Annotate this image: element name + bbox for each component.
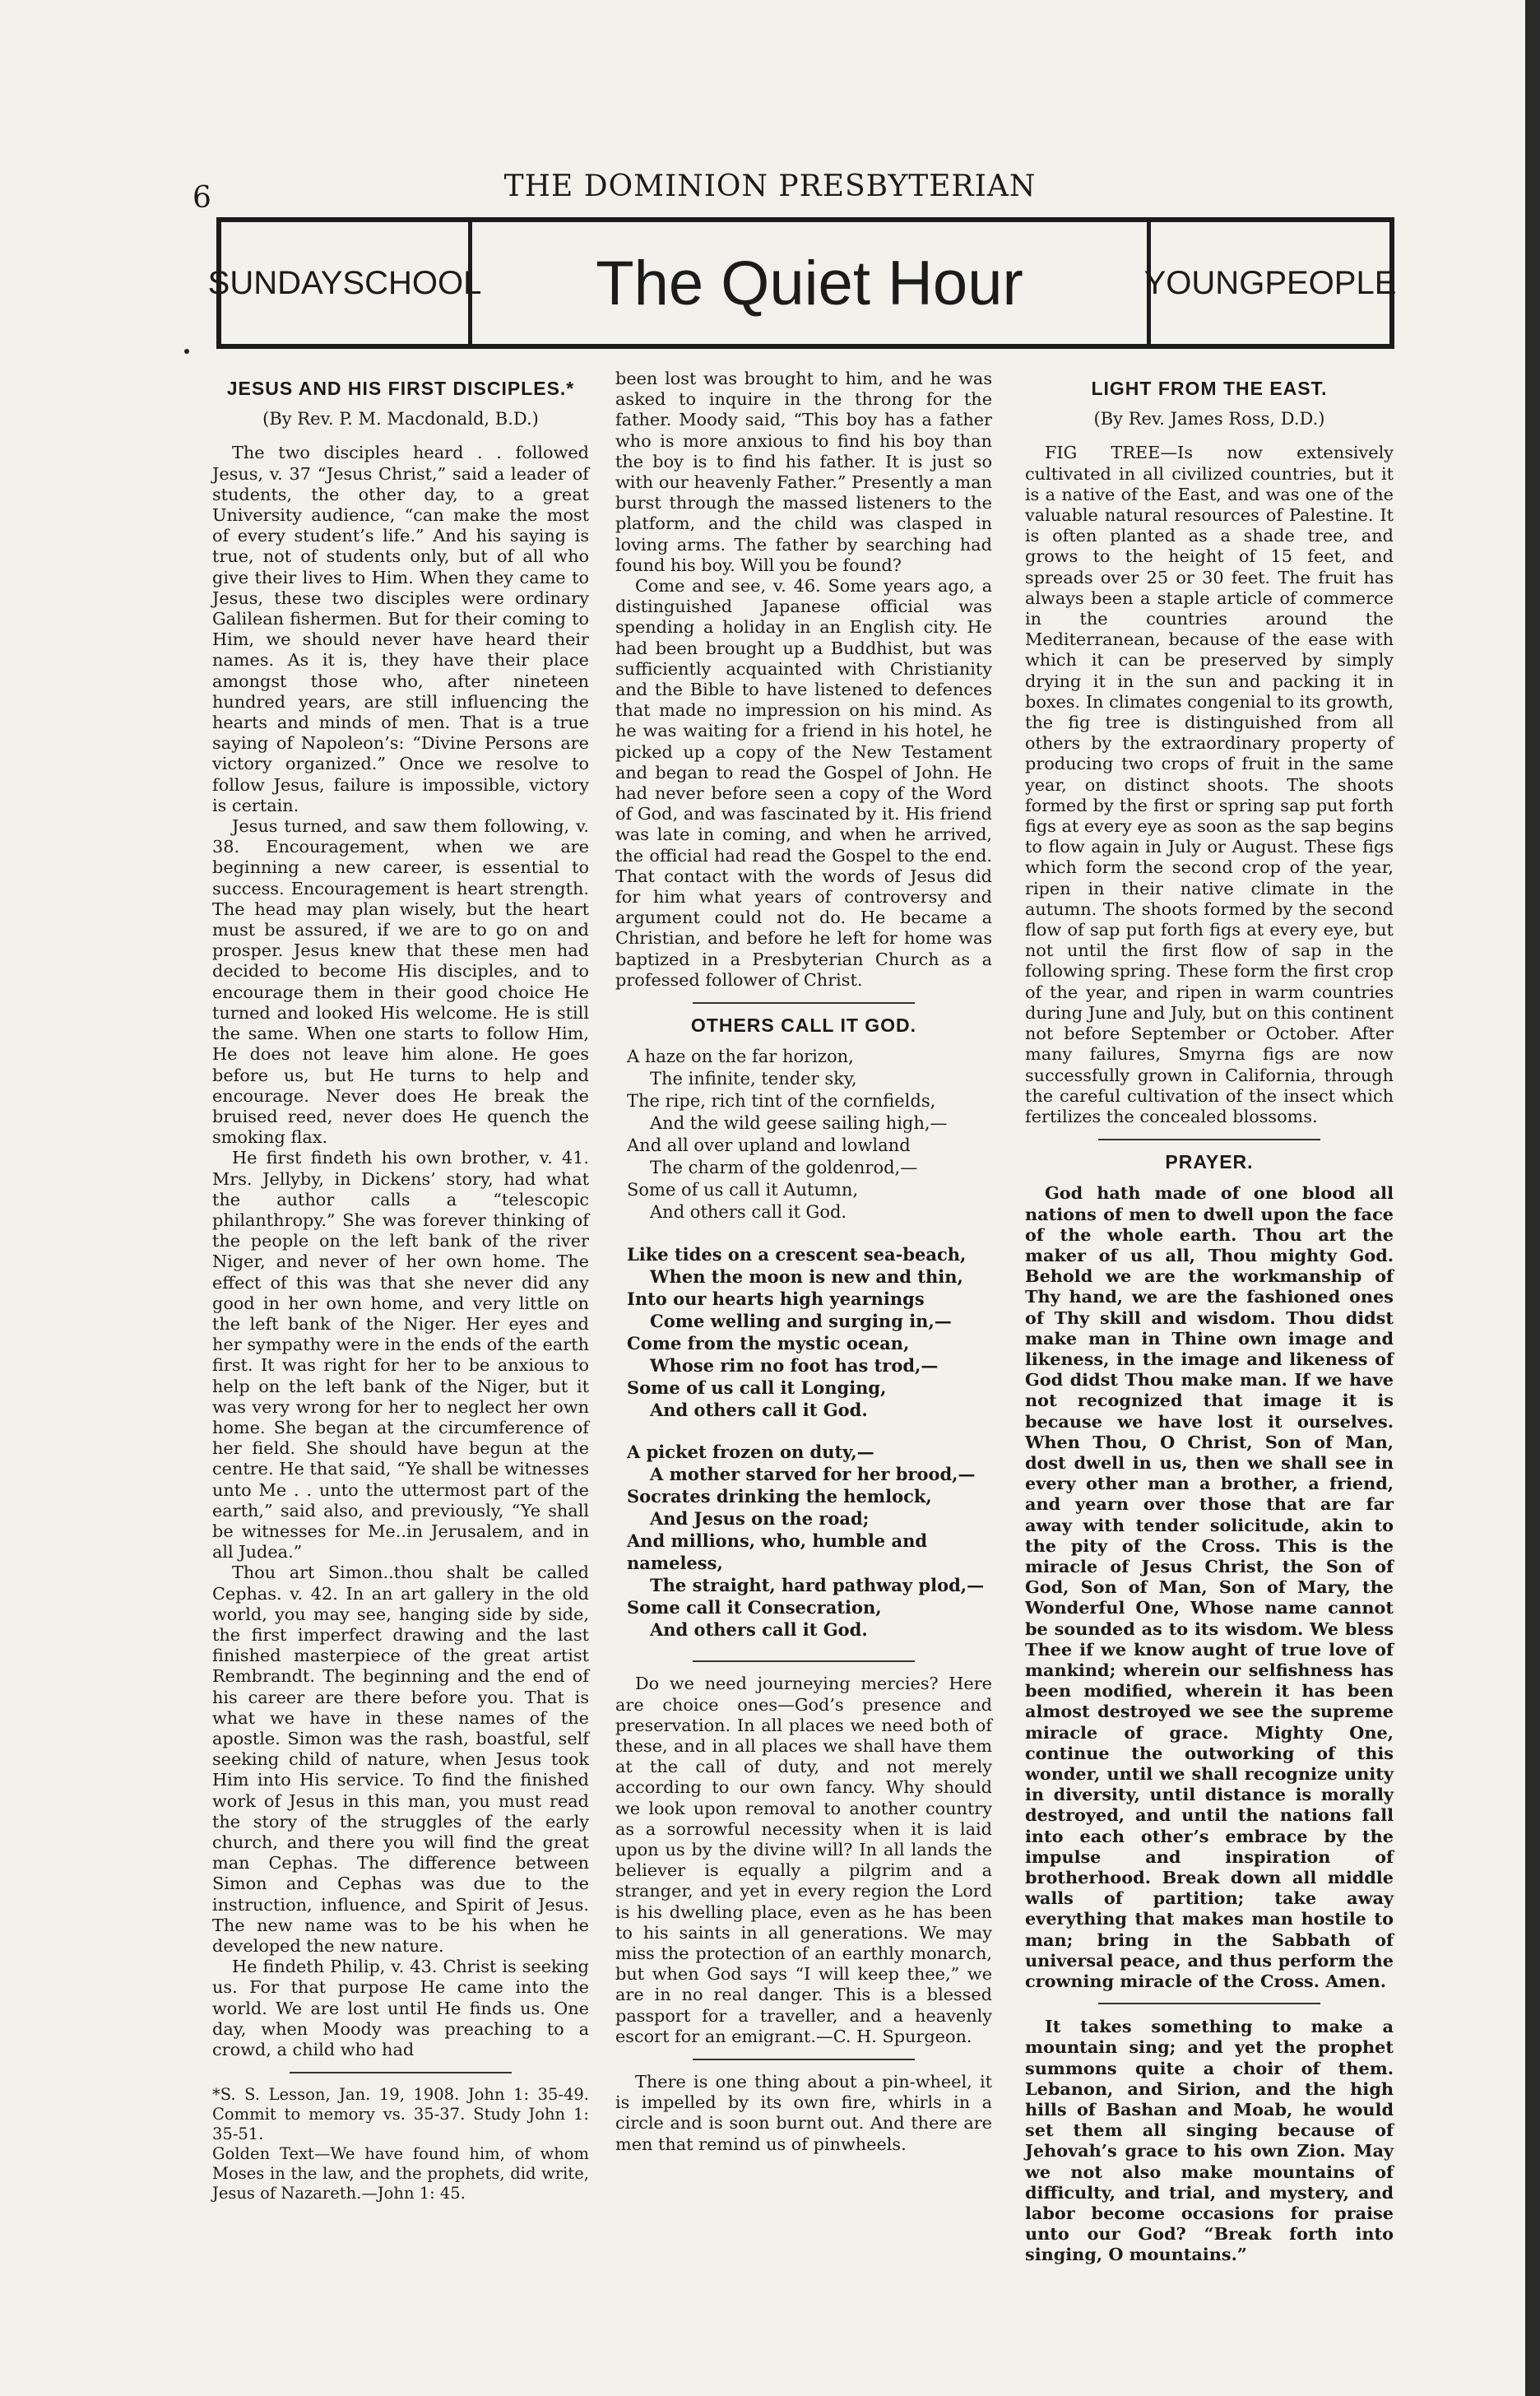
- poem-line: When the moon is new and thin,: [650, 1266, 963, 1288]
- footnote-lesson: *S. S. Lesson, Jan. 19, 1908. John 1: 35-49. Commit to memory vs. 35-37. Study John 1: 35-51.: [212, 2085, 589, 2144]
- poem-line: And others call it God.: [650, 1619, 868, 1641]
- article-byline: (By Rev. James Ross, D.D.): [1093, 409, 1325, 430]
- footnote: [212, 2085, 589, 2203]
- divider: [693, 1002, 915, 1004]
- prayer-heading: PRAYER.: [1165, 1151, 1254, 1173]
- poem-line: A haze on the far horizon,: [627, 1047, 854, 1067]
- banner-right-line-2: PEOPLE: [1264, 265, 1397, 301]
- poem-stanza: [627, 1243, 992, 1421]
- poem-line: The charm of the goldenrod,—: [650, 1158, 918, 1178]
- prayer-block: [1025, 1182, 1394, 1991]
- section-banner: [207, 217, 1397, 349]
- poem-line: The ripe, rich tint of the cornfields,: [627, 1091, 936, 1112]
- divider: [693, 1660, 915, 1662]
- prayer-paragraph: God hath made of one blood all nations of men to dwell upon the face of the whole earth. Thou art the maker of us all, Thou mighty God. Behold we are the workmanship of Thy hand, we are the fashioned ones of Thy skill and wisdom. Thou didst make man in Thine own image and likeness, in the image and likeness of God didst Thou make man. If we have not recognized that image it is because we have lost it ourselves. When Thou, O Christ, Son of Man, dost dwell in us, then we shall see in every other man a brother, a friend, and yearn over those that are far away with tender solicitude, akin to the pity of the Cross. This is the miracle of Jesus Christ, the Son of God, Son of Man, Son of Mary, the Wonderful One, Whose name cannot be sounded as to its wisdom. We bless Thee if we know aught of true love of mankind; wherein our selfishness has been modified, wherein it has been almost destroyed we see the supreme miracle of grace. Mighty One, continue the outworking of this wonder, until we shall recognize unity in diversity, until distance is morally destroyed, and until the nations fall into each other’s embrace by the impulse and inspiration of brotherhood. Break down all middle walls of partition; take away everything that makes man hostile to man; bring in the Sabbath of universal peace, and thus perform the crowning miracle of the Cross. Amen.: [1025, 1182, 1394, 1992]
- column-3: [1025, 369, 1394, 2265]
- poem-line: Some of us call it Autumn,: [627, 1180, 859, 1200]
- article-byline: (By Rev. P. M. Macdonald, B.D.): [262, 409, 539, 430]
- divider: [1098, 1139, 1320, 1140]
- poem-line: Some call it Consecration,: [627, 1597, 882, 1618]
- poem-line: The infinite, tender sky,: [650, 1069, 857, 1089]
- column-1: [212, 369, 589, 2203]
- poem-line: Into our hearts high yearnings: [627, 1289, 925, 1310]
- poem-line: Whose rim no foot has trod,—: [650, 1355, 939, 1377]
- divider: [693, 2059, 915, 2060]
- divider: [1098, 2003, 1320, 2004]
- paragraph: Come and see, v. 46. Some years ago, a distinguished Japanese official was spending a holiday in an English city. He had been brought up a Buddhist, but was sufficiently acquainted with Christianity and the Bible to have listened to defences that made no impression on his mind. As he was waiting for a friend in his hotel, he picked up a copy of the New Testament and began to read the Gospel of John. He had never before seen a copy of the Word of God, and was fascinated by it. His friend was late in coming, and when he arrived, the official had read the Gospel to the end. That contact with the words of Jesus did for him what years of controversy and argument could not do. He became a Christian, and before he left for home was baptized in a Presbyterian Church as a professed follower of Christ.: [615, 576, 992, 990]
- pinwheel-paragraph: There is one thing about a pin-wheel, it is impelled by its own fire, whirls in a circle and is soon burnt out. And there are men that remind us of pinwheels.: [615, 2071, 992, 2154]
- poem-line: Socrates drinking the hemlock,: [627, 1486, 932, 1507]
- spurgeon-paragraph: Do we need journeying mercies? Here are choice ones—God’s presence and preservation. In all places we need both of these, and in all places we shall have them at the call of duty, and not merely according to our own fancy. Why should we look upon removal to another country as a sorrowful necessity when it is laid upon us by the divine will? In all lands the believer is equally a pilgrim and a stranger, and yet in every region the Lord is his dwelling place, even as he has been to his saints in all generations. We may miss the protection of an earthly monarch, but when God says “I will keep thee,” we are in no real danger. This is a blessed passport for a traveller, and a heavenly escort for an emigrant.—C. H. Spurgeon.: [615, 1674, 992, 2046]
- poem-line: A picket frozen on duty,—: [627, 1442, 874, 1463]
- poem-line: Some of us call it Longing,: [627, 1377, 887, 1399]
- banner-right: [1143, 222, 1397, 344]
- page-number: 6: [192, 181, 211, 215]
- mountain-paragraph: It takes something to make a mountain sing; and yet the prophet summons quite a choir of them. Lebanon, and Sirion, and the high hills of Bashan and Moab, he would set them all singing because of Jehovah’s grace to his own Zion. May we not also make mountains of difficulty, and trial, and mystery, and labor become occasions for praise unto our God? “Break forth into singing, O mountains.”: [1025, 2016, 1394, 2265]
- poem-heading: OTHERS CALL IT GOD.: [690, 1015, 917, 1037]
- running-head: THE DOMINION PRESBYTERIAN: [503, 169, 1037, 203]
- paragraph: been lost was brought to him, and he was asked to inquire in the throng for the father. Moody said, “This boy has a father who is more anxious to find his boy than the boy is to find his father. It is just so with our heavenly Father.” Presently a man burst through the massed listeners to the platform, and the child was clasped in loving arms. The father by searching had found his boy. Will you be found?: [615, 369, 992, 575]
- footnote-golden-text: Golden Text—We have found him, of whom Moses in the law, and the prophets, did write, Jesus of Nazareth.—John 1: 45.: [212, 2144, 589, 2203]
- fig-tree-paragraph: FIG TREE—Is now extensively cultivated in all civilized countries, but it is a native of the East, and was one of the valuable natural resources of Palestine. It is often planted as a shade tree, and grows to the height of 15 feet, and spreads over 25 or 30 feet. The fruit has always been a staple article of commerce in the countries around the Mediterranean, because of the ease with which it can be preserved by simply drying it in the sun and packing it in boxes. In climates congenial to its growth, the fig tree is distinguished from all others by the extraordinary property of producing two crops of fruit in the same year, on distinct shoots. The shoots formed by the first or spring sap put forth figs at every eye as soon as the sap begins to flow again in July or August. These figs which form the second crop of the year, ripen in their native climate in the autumn. The shoots formed by the second flow of sap put forth figs at every eye, but not until the first flow of sap in the following spring. These form the first crop of the year, and ripen in warm countries during June and July, but on this continent not before September or October. After many failures, Smyrna figs are now successfully grown in California, through the careful cultivation of the insect which fertilizes the concealed blossoms.: [1025, 443, 1394, 1126]
- banner-right-line-1: YOUNG: [1143, 265, 1265, 301]
- poem-line: A mother starved for her brood,—: [650, 1464, 976, 1485]
- banner-left-line-2: SCHOOL: [342, 265, 482, 301]
- banner-title: The Quiet Hour: [468, 222, 1151, 344]
- paragraph: Jesus turned, and saw them following, v. 38. Encouragement, when we are beginning a new career, is essential to success. Encouragement is heart strength. The head may plan wisely, but the heart must be assured, if we are to go on and prosper. Jesus knew that these men had decided to become His disciples, and to encourage them in their good choice He turned and looked His welcome. He is still the same. When one starts to follow Him, He does not leave him alone. He goes before us, but He turns to help and encourage. Never does He break the bruised reed, never does He quench the smoking flax.: [212, 816, 589, 1148]
- poem-line: Come welling and surging in,—: [650, 1311, 952, 1332]
- poem-line: Come from the mystic ocean,: [627, 1333, 910, 1354]
- paragraph: He first findeth his own brother, v. 41. Mrs. Jellyby, in Dickens’ story, had what the author calls a “telescopic philanthropy.” She was forever thinking of the people on the left bank of the river Niger, and never of her own home. The effect of this was that she never did any good in her own home, and very little on the left bank of the Niger. Her eyes and her sympathy were in the ends of the earth first. It was right for her to be anxious to help on the left bank of the Niger, but it was very wrong for her to neglect her own home. She began at the circumference of her field. She should have begun at the centre. He that said, “Ye shall be witnesses unto Me . . unto the uttermost part of the earth,” said also, and previously, “Ye shall be witnesses for Me..in Jerusalem, and in all Judea.”: [212, 1148, 589, 1563]
- poem-line: Like tides on a crescent sea-beach,: [627, 1244, 967, 1265]
- poem-line: And millions, who, humble and nameless,: [627, 1530, 928, 1574]
- poem-line: And others call it God.: [650, 1202, 847, 1223]
- paragraph: Thou art Simon..thou shalt be called Cephas. v. 42. In an art gallery in the old world, you may see, hanging side by side, the first imperfect drawing and the last finished masterpiece of the great artist Rembrandt. The beginning and the end of his career are there before you. That is what we have in these names of the apostle. Simon was the rash, boastful, self seeking child of nature, when Jesus took Him into His service. To find the finished work of Jesus in this man, you must read the story of the struggles of the early church, and there you will find the great man Cephas. The difference between Simon and Cephas was due to the instruction, influence, and Spirit of Jesus. The new name was to be his when he developed the new nature.: [212, 1563, 589, 1957]
- poem-line: The straight, hard pathway plod,—: [650, 1575, 985, 1596]
- poem-stanza: [627, 1046, 992, 1224]
- article-heading: LIGHT FROM THE EAST.: [1091, 378, 1328, 399]
- banner-left: [207, 222, 482, 344]
- banner-left-line-1: SUNDAY: [207, 265, 343, 301]
- poem-line: And Jesus on the road;: [650, 1508, 870, 1530]
- poem-line: And all over upland and lowland: [627, 1135, 911, 1156]
- scan-edge: [1525, 0, 1540, 2396]
- poem-line: And others call it God.: [650, 1400, 868, 1421]
- divider: [290, 2072, 512, 2073]
- poem: [615, 1046, 992, 1641]
- article-heading: JESUS AND HIS FIRST DISCIPLES.*: [226, 378, 575, 399]
- paragraph: The two disciples heard . . followed Jesus, v. 37 “Jesus Christ,” said a leader of students, the other day, to a great University audience, “can make the most of every student’s life.” And his saying is true, not of students only, but of all who give their lives to Him. When they came to Jesus, these two disciples were ordinary Galilean fishermen. But for their coming to Him, we should never have heard their names. As it is, they have their place amongst those who, after nineteen hundred years, are still influencing the hearts and minds of men. That is a true saying of Napoleon’s: “Divine Persons are victory organized.” Once we resolve to follow Jesus, failure is impossible, victory is certain.: [212, 443, 589, 815]
- paragraph: He findeth Philip, v. 43. Christ is seeking us. For that purpose He came into the world. We are lost until He finds us. One day, when Moody was preaching to a crowd, a child who had: [212, 1957, 589, 2060]
- column-2: [615, 369, 992, 2155]
- poem-stanza: [627, 1441, 992, 1641]
- margin-dot: [184, 349, 189, 354]
- poem-line: And the wild geese sailing high,—: [650, 1113, 948, 1134]
